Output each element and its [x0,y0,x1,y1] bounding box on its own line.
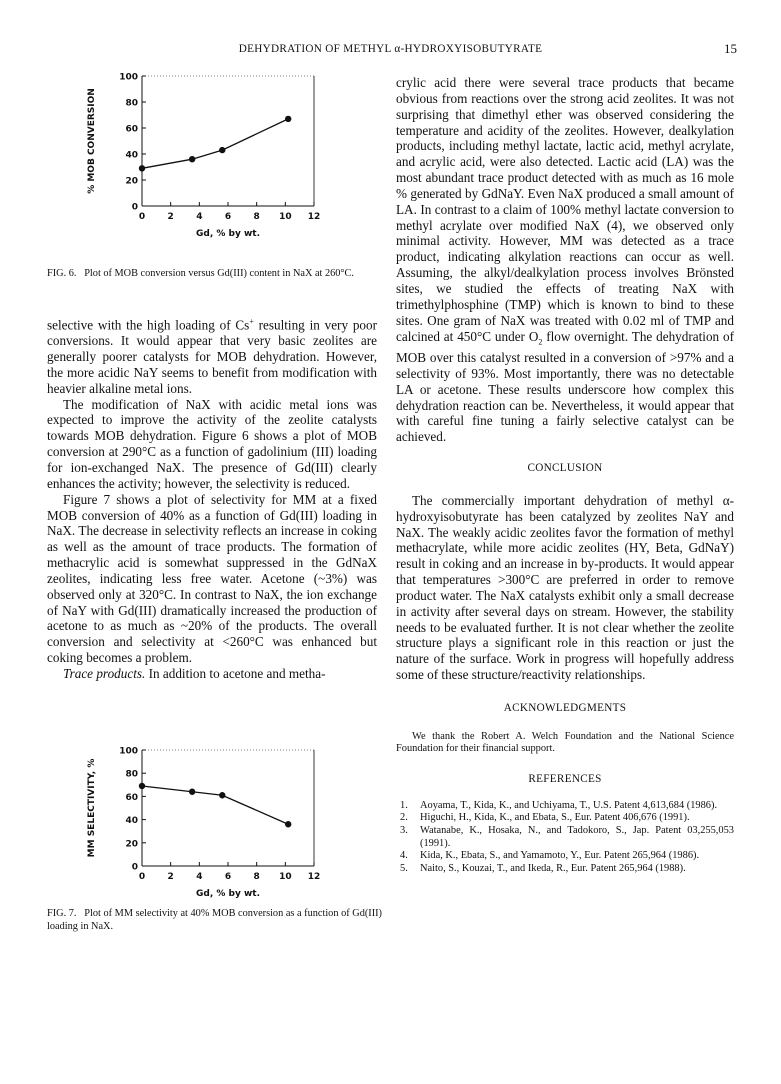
x-tick-label: 6 [224,212,232,222]
figure-7-caption-text: Plot of MM selectivity at 40% MOB conversion as a function of Gd(III) loading in NaX. [47,908,382,932]
page-number: 15 [724,41,737,56]
x-tick-label: 8 [253,212,260,222]
paragraph: Figure 7 shows a plot of selectivity for MM at a fixed MOB conversion of 40% as a function of Gd(III) loading in NaX. The decrease in selectivity reflects an increase in coking as well as the amount of trace products. The formation of methacrylic acid is somewhat suppressed in the GdNaX zeolites, indicating less free water. Acetone (~3%) was observed only at 320°C. In contrast to NaX, the ion exchange of NaY with Gd(III) dramatically increased the production of acetone to as much as ~20% of the products. The overall conversion and selectivity at <260°C was enhanced but coking becomes a problem. [47,491,377,666]
running-header [0,41,781,59]
reference-number: 1. [400,799,408,811]
data-point [219,792,225,798]
y-axis-label: MM SELECTIVITY, % [87,758,97,858]
x-axis-label: Gd, % by wt. [195,229,261,239]
x-tick-label: 4 [196,212,203,222]
x-tick-label: 10 [279,212,292,222]
reference-text: Kida, K., Ebata, S., and Yamamoto, Y., Eur. Patent 265,964 (1986). [420,850,700,862]
acknowledgments-text: We thank the Robert A. Welch Foundation and the National Science Foundation for their financial support. [396,730,734,755]
data-point [219,147,225,153]
reference-item [396,850,734,863]
figure-7-chart [82,740,342,900]
right-column-text [396,75,734,875]
paragraph: Trace products. In addition to acetone and metha- [63,665,326,681]
y-tick-label: 0 [131,202,138,213]
y-tick-label: 60 [125,792,138,803]
data-point [139,165,145,171]
reference-text: Watanabe, K., Hosaka, N., and Tadokoro, S., Jap. Patent 03,255,053 (1991). [420,825,734,849]
y-tick-label: 80 [125,98,138,109]
running-title: DEHYDRATION OF METHYL α-HYDROXYISOBUTYRATE [238,43,543,55]
y-tick-label: 100 [119,72,138,83]
conclusion-heading: CONCLUSION [527,462,603,475]
figure-7-caption [47,908,382,933]
series-line [142,119,288,168]
y-tick-label: 40 [125,150,138,161]
paragraph: selective with the high loading of Cs+ resulting in very poor conversions. It would appear that very basic zeolites are generally poorer catalysts for MOB dehydration. However, the more acidic NaY seems to benefit from modification with heavier alkaline metal ions. [47,317,378,396]
reference-item [396,863,734,876]
reference-item [396,812,734,825]
figure-6-caption [47,268,377,281]
reference-number: 4. [400,850,408,862]
conclusion-paragraph: The commercially important dehydration of methyl α-hydroxyisobutyrate has been catalyzed by zeolites NaY and NaX. The weakly acidic zeolites favor the formation of methyl methacrylate, while more acidic zeolites (HY, Beta, GdNaY) result in coking and an increase in by-products. It would appear that temperatures >300°C are preferred in order to remove product water. The NaX catalysts exhibit only a small decrease in activity after several days on stream. However, the stability needs to be evaluated further. It is not clear whether the zeolite structure plays a significant role in this reaction or just the nature of the surface. Work in progress will hopefully address some of these structure/reactivity relationships. [396,492,734,683]
x-tick-label: 4 [196,872,203,882]
y-axis-label: % MOB CONVERSION [87,88,97,194]
data-point [285,116,291,122]
references-heading: REFERENCES [528,773,602,786]
reference-item [396,825,734,850]
reference-text: Higuchi, H., Kida, K., and Ebata, S., Eur. Patent 406,676 (1991). [420,812,690,824]
x-axis-label: Gd, % by wt. [195,889,261,899]
y-tick-label: 100 [119,746,138,757]
references-list [396,800,734,876]
left-column-text [47,314,377,682]
reference-number: 2. [400,812,408,824]
reference-text: Naito, S., Kouzai, T., and Ikeda, R., Eur. Patent 265,964 (1988). [420,862,686,874]
acknowledgments-heading: ACKNOWLEDGMENTS [503,702,627,715]
y-tick-label: 60 [125,124,138,135]
x-tick-label: 6 [224,872,232,882]
y-tick-label: 20 [125,839,138,850]
data-point [285,821,291,827]
figure-6-caption-label: FIG. 6. [47,268,77,279]
reference-number: 5. [400,862,408,874]
reference-number: 3. [400,825,408,837]
x-tick-label: 12 [307,872,321,882]
reference-text: Aoyama, T., Kida, K., and Uchiyama, T., U.S. Patent 4,613,684 (1986). [420,799,718,811]
series-line [142,786,288,824]
run-in-heading: Trace products. [63,665,146,681]
y-tick-label: 40 [125,816,138,827]
data-point [189,156,195,162]
data-point [139,783,145,789]
figure-6-caption-text: Plot of MOB conversion versus Gd(III) content in NaX at 260°C. [84,268,354,279]
paragraph: crylic acid there were several trace products that became obvious from reactions over the strong acid zeolites. It was not surprising that dimethyl ether was observed considering the temperature and acidity of the zeolites. However, dealkylation products, including methyl lactate, lactic acid, methyl acrylate, and acrylic acid, were also detected. Lactic acid (LA) was the most abundant trace product detected with as much as 16 mole % generated by GdNaY. Even NaX produced a small amount of LA. In contrast to a claim of 100% methyl lactate conversion to methyl acrylate over modified NaX (4), we observed only minimal activity. However, MM was detected as a trace product, indicating alkylation reactions can occur as well. Assuming, the alkyl/dealkylation process involves Brönsted sites, we studied the effects of treating NaX with trimethylphosphine (TMP) which is known to bind to these sites. One gram of NaX was treated with 0.02 ml of TMP and calcined at 450°C under $O_2$ flow overnight. The dehydration of MOB over this catalyst resulted in a conversion of >97% and a selectivity of 93%. Most importantly, there was no detectable LA or acetone. These results underscore how complex this dehydration reaction can be. Nevertheless, it would appear that with careful fine tuning a fairly selective catalyst can be achieved. [396,75,734,445]
paragraph: The modification of NaX with acidic metal ions was expected to improve the activity of the zeolite catalysts towards MOB dehydration. Figure 6 shows a plot of MOB conversion at 290°C as a function of gadolinium (III) loading for ion-exchanged NaX. The presence of Gd(III) clearly enhances the activity; however, the selectivity is reduced. [47,396,377,491]
x-tick-label: 2 [167,872,174,882]
figure-6-chart [82,66,342,256]
x-tick-label: 2 [167,212,174,222]
reference-item [396,800,734,813]
x-tick-label: 0 [138,872,146,882]
y-tick-label: 80 [125,769,138,780]
x-tick-label: 12 [307,212,321,222]
x-tick-label: 0 [138,212,146,222]
y-tick-label: 20 [125,176,138,187]
y-tick-label: 0 [131,862,138,873]
x-tick-label: 8 [253,872,260,882]
x-tick-label: 10 [279,872,292,882]
figure-7-caption-label: FIG. 7. [47,908,77,919]
data-point [189,789,195,795]
